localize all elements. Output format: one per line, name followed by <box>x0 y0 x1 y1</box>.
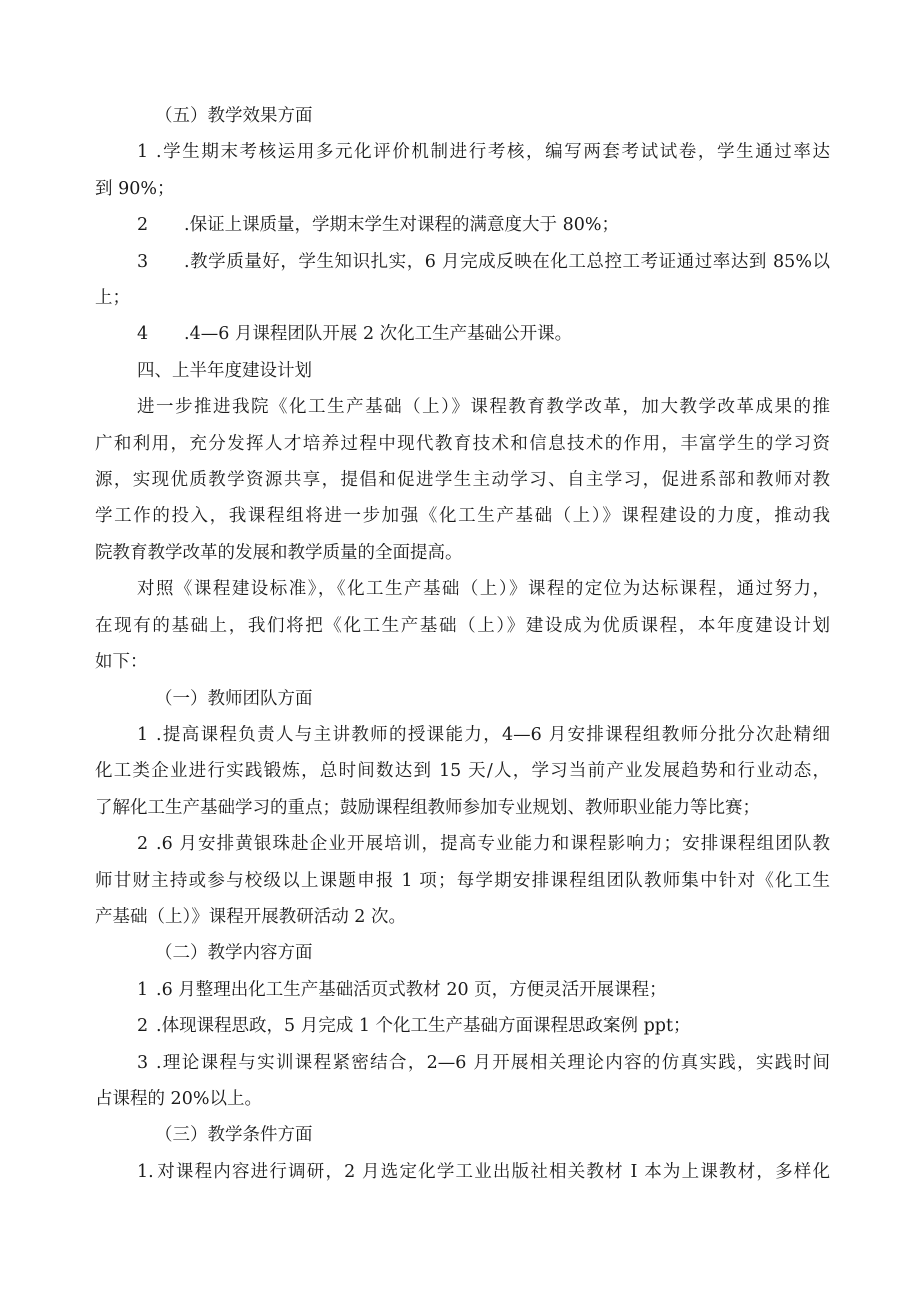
item-text: .提高课程负责人与主讲教师的授课能力，4—6 月安排课程组教师分批分次赴精细 <box>156 724 830 745</box>
item-number: 1 <box>137 979 149 1000</box>
list-item <box>95 972 830 1008</box>
item-number: 2 <box>137 1016 149 1037</box>
list-item <box>95 1045 830 1118</box>
item-number: 3 <box>137 1052 149 1073</box>
item-text: 产基础（上）》课程开展教研活动 2 次。 <box>95 906 407 927</box>
item-text: 对课程内容进行调研，2 月选定化学工业出版社相关教材 I 本为上课教材，多样化 <box>156 1161 830 1182</box>
item-text: 师甘财主持或参与校级以上课题申报 1 项；每学期安排课程组团队教师集中针对《化工生 <box>95 870 830 891</box>
list-item <box>95 316 830 352</box>
list-item <box>95 134 830 207</box>
item-text: .4—6 月课程团队开展 2 次化工生产基础公开课。 <box>184 324 573 345</box>
item-text: .体现课程思政，5 月完成 1 个化工生产基础方面课程思政案例 ppt； <box>156 1016 691 1037</box>
item-number: 2 <box>137 834 149 855</box>
item-text: .教学质量好，学生知识扎实，6 月完成反映在化工总控工考证通过率达到 85%以 <box>184 251 830 272</box>
item-number: 4 <box>137 324 149 345</box>
item-number: 1. <box>137 1161 154 1182</box>
item-text: 占课程的 20%以上。 <box>95 1088 262 1109</box>
item-text: .保证上课质量，学期末学生对课程的满意度大于 80%； <box>184 215 620 236</box>
item-number: 1 <box>137 724 149 745</box>
subsection-heading: （一）教师团队方面 <box>155 688 313 709</box>
item-text: .理论课程与实训课程紧密结合，2—6 月开展相关理论内容的仿真实践，实践时间 <box>156 1052 830 1073</box>
paragraph: 进一步推进我院《化工生产基础（上）》课程教育教学改革，加大教学改革成果的推 广和利用，充分发挥人才培养过程中现代教育技术和信息技术的作用，丰富学生的学习资 源，实现优质教学资源共享，提倡和促进学生主动学习、自主学习，促进系部和教师对教 学工作的投入，我课程组将进一步加强《化工生产基础（上）》课程建设的力度，推动我 院教育教学改革的发展和教学质量的全面提高。 <box>95 397 830 563</box>
document-page <box>95 98 830 1190</box>
item-text: .6 月安排黄银珠赴企业开展培训，提高专业能力和课程影响力；安排课程组团队教 <box>156 834 830 855</box>
list-item <box>95 1008 830 1044</box>
item-text: 了解化工生产基础学习的重点；鼓励课程组教师参加专业规划、教师职业能力等比赛； <box>95 797 760 818</box>
item-text: .学生期末考核运用多元化评价机制进行考核，编写两套考试试卷，学生通过率达 <box>156 142 830 163</box>
item-text: .6 月整理出化工生产基础活页式教材 20 页，方便灵活开展课程； <box>156 979 667 1000</box>
list-item <box>95 826 830 935</box>
subsection-heading: （三）教学条件方面 <box>155 1125 313 1146</box>
subsection-heading: （二）教学内容方面 <box>155 943 313 964</box>
item-text: 化工类企业进行实践锻炼，总时间数达到 15 天/人，学习当前产业发展趋势和行业动态， <box>95 761 830 782</box>
list-item <box>95 717 830 826</box>
item-text: 上； <box>95 288 130 309</box>
paragraph: 对照《课程建设标准》，《化工生产基础（上）》课程的定位为达标课程，通过努力， 在现有的基础上，我们将把《化工生产基础（上）》建设成为优质课程，本年度建设计划 如下： <box>95 579 830 673</box>
list-item <box>95 207 830 243</box>
section-heading: （五）教学效果方面 <box>155 106 313 126</box>
list-item <box>95 244 830 317</box>
list-item <box>95 1154 830 1190</box>
item-number: 1 <box>137 142 149 163</box>
item-number: 3 <box>137 251 149 272</box>
item-number: 2 <box>137 215 149 236</box>
item-text: 到 90%； <box>95 178 175 199</box>
section-heading: 四、上半年度建设计划 <box>137 360 312 381</box>
